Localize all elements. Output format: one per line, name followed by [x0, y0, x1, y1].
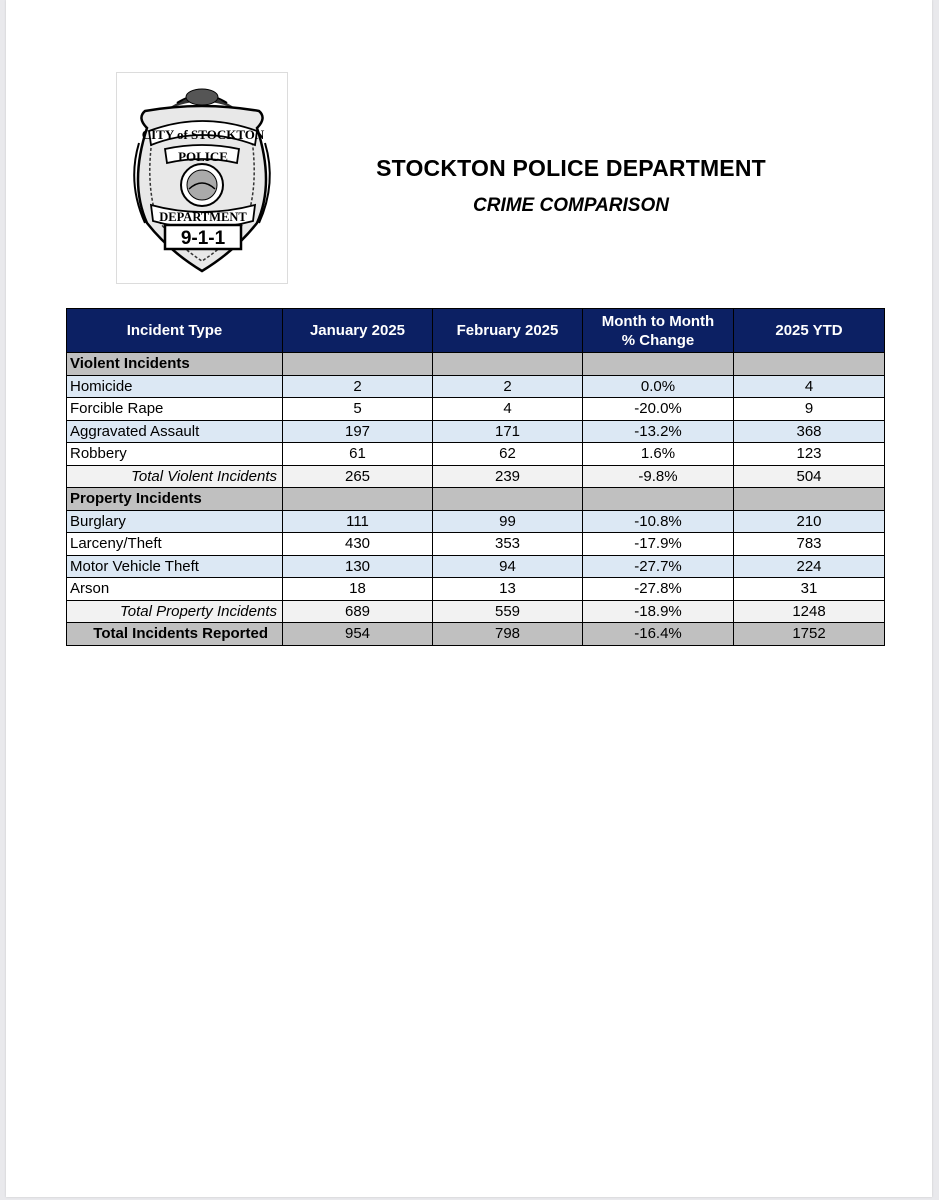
value-cell: 0.0% — [583, 375, 734, 398]
value-cell — [734, 353, 885, 376]
badge-text-police: POLICE — [178, 149, 228, 164]
value-cell: 559 — [433, 600, 583, 623]
column-header: 2025 YTD — [734, 309, 885, 353]
value-cell: 368 — [734, 420, 885, 443]
table-header-row — [67, 309, 885, 353]
value-cell: 798 — [433, 623, 583, 646]
value-cell: 239 — [433, 465, 583, 488]
total-row — [67, 600, 885, 623]
value-cell: 224 — [734, 555, 885, 578]
value-cell: 18 — [283, 578, 433, 601]
incident-type-cell: Robbery — [67, 443, 283, 466]
value-cell: 783 — [734, 533, 885, 556]
incident-type-cell: Motor Vehicle Theft — [67, 555, 283, 578]
value-cell: -17.9% — [583, 533, 734, 556]
value-cell: 210 — [734, 510, 885, 533]
table-row — [67, 420, 885, 443]
value-cell — [583, 488, 734, 511]
value-cell: 5 — [283, 398, 433, 421]
value-cell: 62 — [433, 443, 583, 466]
value-cell — [433, 353, 583, 376]
incident-type-cell: Total Incidents Reported — [67, 623, 283, 646]
value-cell: 265 — [283, 465, 433, 488]
value-cell: 13 — [433, 578, 583, 601]
incident-type-cell: Property Incidents — [67, 488, 283, 511]
value-cell: 2 — [283, 375, 433, 398]
incident-type-cell: Arson — [67, 578, 283, 601]
value-cell: 94 — [433, 555, 583, 578]
column-header: Incident Type — [67, 309, 283, 353]
value-cell: -27.7% — [583, 555, 734, 578]
total-row — [67, 465, 885, 488]
value-cell: 353 — [433, 533, 583, 556]
value-cell: 689 — [283, 600, 433, 623]
badge-icon — [117, 73, 287, 283]
document-page — [6, 0, 932, 1197]
value-cell — [734, 488, 885, 511]
value-cell: 9 — [734, 398, 885, 421]
value-cell: 171 — [433, 420, 583, 443]
value-cell: 61 — [283, 443, 433, 466]
value-cell: -20.0% — [583, 398, 734, 421]
incident-type-cell: Total Property Incidents — [67, 600, 283, 623]
section-header-row — [67, 488, 885, 511]
incident-type-cell: Violent Incidents — [67, 353, 283, 376]
value-cell: 197 — [283, 420, 433, 443]
police-badge-logo — [116, 72, 288, 284]
value-cell — [583, 353, 734, 376]
value-cell: -13.2% — [583, 420, 734, 443]
page-title: STOCKTON POLICE DEPARTMENT — [376, 155, 766, 181]
value-cell: -16.4% — [583, 623, 734, 646]
page-subtitle: CRIME COMPARISON — [473, 195, 669, 216]
incident-type-cell: Larceny/Theft — [67, 533, 283, 556]
table-row — [67, 533, 885, 556]
value-cell: 1752 — [734, 623, 885, 646]
badge-text-city: CITY of STOCKTON — [141, 127, 265, 142]
incident-type-cell: Aggravated Assault — [67, 420, 283, 443]
incident-type-cell: Total Violent Incidents — [67, 465, 283, 488]
incident-type-cell: Burglary — [67, 510, 283, 533]
table-row — [67, 555, 885, 578]
value-cell — [283, 488, 433, 511]
value-cell — [283, 353, 433, 376]
value-cell: 31 — [734, 578, 885, 601]
total-row — [67, 623, 885, 646]
value-cell: 430 — [283, 533, 433, 556]
value-cell: 504 — [734, 465, 885, 488]
table-row — [67, 375, 885, 398]
value-cell: 2 — [433, 375, 583, 398]
crime-comparison-table — [66, 308, 885, 646]
badge-text-department: DEPARTMENT — [159, 210, 247, 224]
incident-type-cell: Homicide — [67, 375, 283, 398]
value-cell: 111 — [283, 510, 433, 533]
table-row — [67, 578, 885, 601]
badge-text-911: 9-1-1 — [180, 228, 226, 249]
value-cell: 130 — [283, 555, 433, 578]
table-row — [67, 510, 885, 533]
column-header: February 2025 — [433, 309, 583, 353]
section-header-row — [67, 353, 885, 376]
value-cell: 123 — [734, 443, 885, 466]
table-row — [67, 398, 885, 421]
value-cell: 1248 — [734, 600, 885, 623]
value-cell: 4 — [734, 375, 885, 398]
column-header: Month to Month % Change — [583, 309, 734, 353]
table-row — [67, 443, 885, 466]
value-cell: 954 — [283, 623, 433, 646]
value-cell — [433, 488, 583, 511]
value-cell: -9.8% — [583, 465, 734, 488]
value-cell: -10.8% — [583, 510, 734, 533]
column-header: January 2025 — [283, 309, 433, 353]
header — [306, 155, 836, 217]
value-cell: 99 — [433, 510, 583, 533]
value-cell: 1.6% — [583, 443, 734, 466]
value-cell: -18.9% — [583, 600, 734, 623]
value-cell: -27.8% — [583, 578, 734, 601]
value-cell: 4 — [433, 398, 583, 421]
incident-type-cell: Forcible Rape — [67, 398, 283, 421]
